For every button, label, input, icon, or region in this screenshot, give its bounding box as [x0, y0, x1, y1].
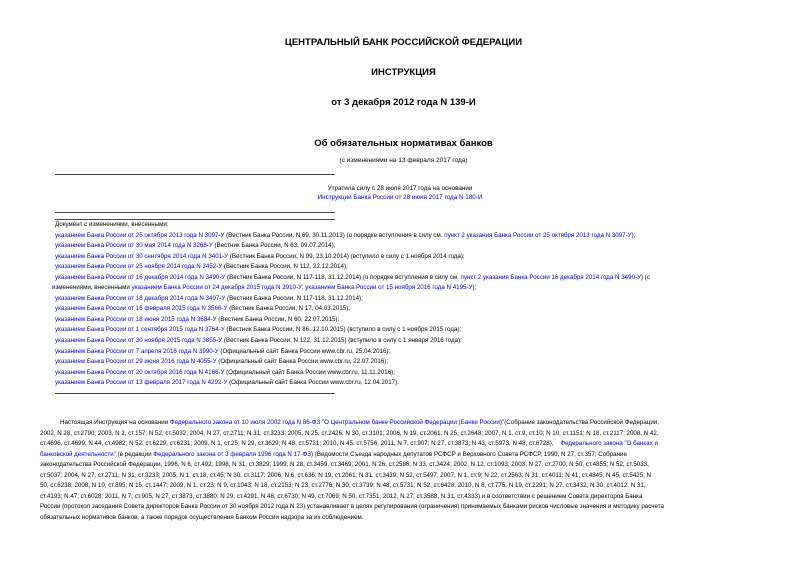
- amendments-note: (с изменениями на 13 февраля 2017 года): [339, 157, 468, 164]
- amendment-text: (Вестник Банка России, N 122, 31.12.2015) (вступило в силу с 1 января 2016 года);: [222, 337, 462, 345]
- paragraph-text: (Собрание законодательства Российской Федерации,: [504, 419, 659, 426]
- paragraph-line: [40, 450, 767, 461]
- list-item: [55, 325, 755, 336]
- paragraph-text: ст.4696, ст.4699; N 44, ст.4982; N 52, ст.6229, ст.6231; 2009, N 1, ст.25; N 29, ст.3629; N 48, ст.5731; 2010, N 45, ст.5756; 2011, N 7, ст.907; N 27, ст.3873; N 43, ст.5973, N 48, ст.6728),: [40, 440, 554, 448]
- amendment-text: );: [472, 284, 477, 292]
- list-item: [55, 357, 755, 368]
- amendment-text: (Вестник Банка России, N 117-118, 31.12.2014) (о порядке вступления в силу см.: [225, 273, 461, 281]
- paragraph-line: ст.4193; N 47, ст.6028; 2011, N 7, ст.905, N 27, ст.3873, ст.3880; N 29, ст.4291, N 48, ст.6730; N 49, ст.7069; N 50, ст.7351; 2012, N 27, ст.3588, N 31, ст.4333) и в соответствии с решением Совета директоров Банка: [40, 492, 643, 500]
- amendment-text: (Вестник Банка России, N 17, 04.03.2015);: [227, 305, 350, 313]
- amendment-link[interactable]: указанием Банка России от 29 июня 2016 года N 4055-У: [55, 358, 217, 366]
- list-item: [55, 273, 755, 284]
- amendment-text: (Официальный сайт Банка России www.cbr.ru, 11.11.2016);: [224, 368, 395, 376]
- paragraph-line: России (протокол заседания Совета директоров Банка России от 30 ноября 2012 года N 23) устанавливает в целях регулирования (ограничения) принимаемых банками рисков числовые значения и методику расчета: [40, 503, 664, 511]
- list-item: [55, 294, 755, 305]
- law-link[interactable]: Федерального закона от 10 июля 2002 года N 86-ФЗ "О Центральном банке Российской Федерации (Банке России)": [169, 419, 505, 426]
- amendment-text: (Вестник Банка России, N 99, 23.10.2014) (вступило в силу с 1 ноября 2014 года);: [228, 252, 465, 260]
- amendment-text: (Официальный сайт Банка России www.cbr.ru, 12.04.2017).: [227, 379, 399, 387]
- org-heading: ЦЕНТРАЛЬНЫЙ БАНК РОССИЙСКОЙ ФЕДЕРАЦИИ: [284, 37, 523, 48]
- amendment-link[interactable]: пункт 2 указания Банка России 16 декабря 2014 года N 3490-У: [460, 273, 641, 281]
- list-item: [55, 347, 755, 358]
- paragraph-line: 50, ст.6238; 2008, N 10, ст.895; N 15, ст.1447; 2009, N 1, ст.23; N 9, ст.1043; N 18, ст.2153; N 23, ст.2776; N 30, ст.3739; N 48, ст.5731; N 52, ст.6428; 2010, N 8, ст.775; N 19, ст.2291; N 27, ст.3432; N 30, ст.4012; N 31,: [40, 482, 646, 490]
- changes-list: [52, 220, 755, 389]
- paragraph-text: ) (Ведомости Съезда народных депутатов РСФСР и Верховного Совета РСФСР, 1990, N 27, ст.357; Собрание: [310, 450, 627, 458]
- divider: [55, 393, 335, 394]
- amendment-text: изменениями, внесенными: [52, 284, 132, 292]
- expiry-link[interactable]: Инструкции Банка России от 28 июня 2017 года N 180-И: [317, 194, 483, 201]
- amendment-text: );: [631, 231, 636, 239]
- amendment-link[interactable]: указанием Банка России от 30 мая 2014 года N 3268-У: [55, 242, 213, 250]
- law-link[interactable]: Федерального закона от 3 февраля 1996 года N 17-ФЗ: [153, 450, 311, 458]
- amendment-text: (Вестник Банка России, N 63, 09.07.2014);: [212, 242, 336, 250]
- list-item: [0, 283, 755, 294]
- amendment-link[interactable]: указанием Банка России от 24 декабря 2015 года N 3910-У: [131, 284, 302, 292]
- amendment-link[interactable]: указанием Банка России от 1 сентября 2015 года N 3764-У: [55, 326, 225, 334]
- law-link[interactable]: банковской деятельности": [40, 450, 116, 458]
- list-item: [55, 241, 755, 252]
- amendment-link[interactable]: пункт 2 указания Банка России от 25 октября 2013 года N 3097-У: [444, 231, 632, 239]
- divider: [55, 212, 335, 213]
- amendment-link[interactable]: указанием Банка России от 13 февраля 2017 года N 4292-У: [55, 379, 228, 387]
- list-item: [55, 315, 755, 326]
- paragraph-line: ст.5037; 2004, N 27, ст.2711; N 31, ст.3233; 2005, N 1, ст.18, ст.45; N 30, ст.3117; 2006, N 6, ст.636; N 19, ст.2061; N 31, ст.3439; N 52, ст.5497; 2007, N 1, ст.9; N 22, ст.2563; N 31, ст.4011; N 41, ст.4845; N 45, ст.5425; N: [40, 471, 652, 479]
- preamble-paragraph: [40, 418, 767, 523]
- document-title: Об обязательных нормативах банков: [314, 138, 493, 149]
- list-item: [55, 336, 755, 347]
- paragraph-line: обязательных нормативов банков, а также порядок осуществления Банком России надзора за их соблюдением.: [40, 513, 364, 521]
- amendment-text: (Вестник Банка России, N 117-118, 31.12.2014);: [225, 294, 363, 302]
- amendment-text: (Официальный сайт Банка России www.cbr.ru, 22.07.2016);: [216, 358, 389, 366]
- amendment-link[interactable]: указанием Банка России от 20 октября 2016 года N 4166-У: [55, 368, 225, 376]
- law-link[interactable]: Федерального закона "О банках и: [560, 440, 658, 448]
- amendment-link[interactable]: указанием Банка России от 30 ноября 2015 года N 3855-У: [55, 337, 223, 345]
- date-number-heading: от 3 декабря 2012 года N 139-И: [331, 97, 476, 108]
- amendment-link[interactable]: указанием Банка России от 30 сентября 2014 года N 3401-У: [55, 252, 229, 260]
- amendment-link[interactable]: указанием Банка России от 16 декабря 2014 года N 3490-У: [55, 273, 226, 281]
- list-item: [55, 368, 755, 379]
- doc-type-heading: ИНСТРУКЦИЯ: [371, 67, 436, 78]
- list-item: [55, 378, 755, 389]
- paragraph-text: (в редакции: [115, 450, 154, 458]
- amendment-link[interactable]: указанием Банка России от 25 октября 2013 года N 3097-У: [55, 231, 225, 239]
- amendment-text: (Вестник Банка России, N 69, 30.11.2013) (о порядке вступления в силу см.: [224, 231, 445, 239]
- list-item: [55, 262, 755, 273]
- amendment-text: (Вестник Банка России, N 60, 22.07.2015);: [216, 315, 340, 323]
- amendment-link[interactable]: указанием Банка России от 18 декабря 2014 года N 3497-У: [55, 294, 226, 302]
- amendment-text: (Вестник Банка России, N 112, 22.12.2014);: [222, 263, 348, 271]
- amendment-text: (Вестник Банка России, N 86, 12.10.2015) (вступило в силу с 1 ноября 2015 года);: [224, 326, 462, 334]
- amendment-link[interactable]: указанием Банка России от 25 ноября 2014 года N 3452-У: [55, 263, 223, 271]
- expiry-line: Утратила силу с 28 июля 2017 года на основании: [327, 185, 473, 192]
- paragraph-line: [40, 418, 767, 429]
- amendment-link[interactable]: указанием Банка России от 18 июня 2015 года N 3684-У: [55, 315, 217, 323]
- amendment-text: ;: [301, 284, 306, 292]
- amendment-link[interactable]: указанием Банка России от 7 апреля 2016 года N 3990-У: [55, 347, 219, 355]
- paragraph-line: 2002, N 28, ст.2790; 2003, N 2, ст.157; N 52, ст.5032; 2004, N 27, ст.2711; N 31, ст.3233; 2005, N 25, ст.2426; N 30, ст.3101; 2006, N 19, ст.2061; N 25, ст.2648; 2007, N 1, ст.9, ст.10; N 10, ст.1151; N 18, ст.2117; 2008, N 42,: [40, 429, 659, 437]
- list-item: [55, 304, 755, 315]
- paragraph-text: Настоящая Инструкция на основании: [60, 419, 170, 426]
- divider: [55, 174, 335, 175]
- amendment-text: ) (с: [641, 273, 650, 281]
- list-item: [55, 231, 755, 242]
- paragraph-line: законодательства Российской Федерации, 1996, N 6, ст.492; 1998, N 31, ст.3829; 1999, N 28, ст.3459, ст.3469; 2001, N 26, ст.2586; N 33, ст.3424; 2002, N 12, ст.1093; 2003, N 27, ст.2700; N 50, ст.4855; N 52, ст.5033,: [40, 461, 649, 469]
- list-item: [55, 252, 755, 263]
- amendment-link[interactable]: указанием Банка России от 15 ноября 2016 года N 4195-У: [305, 284, 473, 292]
- paragraph-line: [40, 439, 767, 450]
- expiry-note: [200, 184, 600, 202]
- changes-intro: Документ с изменениями, внесенными:: [55, 221, 169, 228]
- amendment-text: (Официальный сайт Банка России www.cbr.ru, 25.04.2016);: [218, 347, 391, 355]
- amendment-link[interactable]: указанием Банка России от 16 февраля 2015 года N 3566-У: [55, 305, 228, 313]
